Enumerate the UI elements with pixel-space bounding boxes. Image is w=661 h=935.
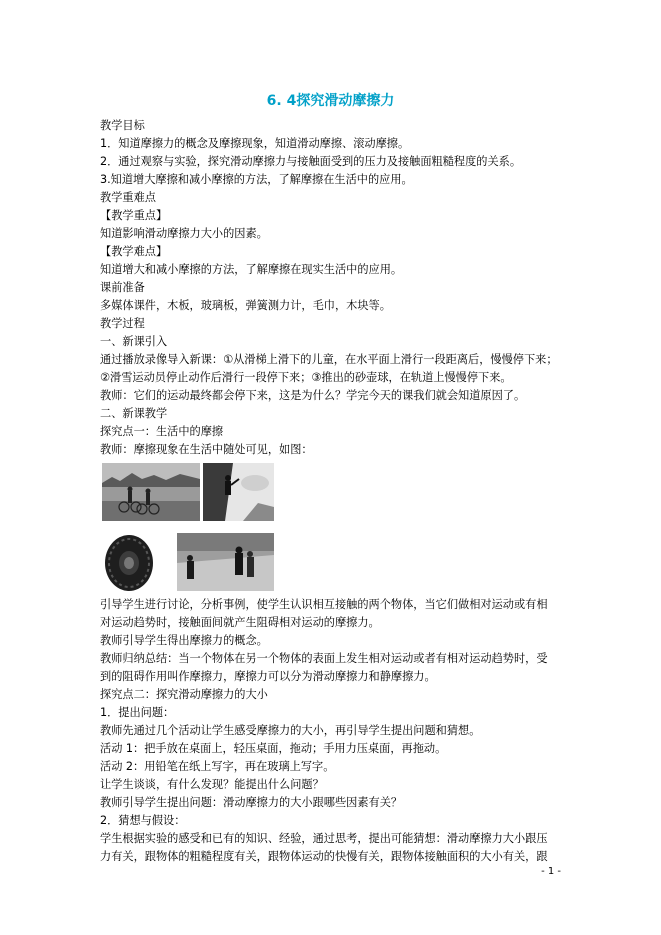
text-line: 对运动趋势时，接触面间就产生阻碍相对运动的摩擦力。	[100, 616, 380, 629]
text-line: 让学生谈谈，有什么发现？能提出什么问题？	[100, 778, 324, 791]
text-line: 教师：它们的运动最终都会停下来，这是为什么？学完今天的课我们就会知道原因了。	[100, 389, 526, 402]
page-number: - 1 -	[541, 866, 561, 877]
text-line: 课前准备	[100, 281, 145, 294]
text-line: 教师：摩擦现象在生活中随处可见，如图：	[100, 443, 313, 456]
text-line: 1．提出问题：	[100, 706, 175, 719]
text-line: 【教学重点】	[100, 209, 168, 222]
text-line: 教师引导学生得出摩擦力的概念。	[100, 634, 268, 647]
text-line: 教学过程	[100, 317, 145, 330]
text-line: 活动 1：把手放在桌面上，轻压桌面，拖动；手用力压桌面，再拖动。	[100, 742, 447, 755]
text-line: 知道影响滑动摩擦力大小的因素。	[100, 227, 268, 240]
text-line: 1．知道摩擦力的概念及摩擦现象，知道滑动摩擦、滚动摩擦。	[100, 137, 410, 150]
text-line: 二、新课教学	[100, 407, 168, 420]
text-line: 教师引导学生提出问题：滑动摩擦力的大小跟哪些因素有关？	[100, 796, 403, 809]
text-line: 一、新课引入	[100, 335, 168, 348]
text-line: 知道增大和减小摩擦的方法，了解摩擦在现实生活中的应用。	[100, 263, 403, 276]
text-line: 教学目标	[100, 119, 145, 132]
text-line: 学生根据实验的感受和已有的知识、经验，通过思考，提出可能猜想：滑动摩擦力大小跟压	[100, 832, 548, 845]
text-line: 教师归纳总结：当一个物体在另一个物体的表面上发生相对运动或者有相对运动趋势时，受	[100, 652, 548, 665]
page-title: 6. 4探究滑动摩擦力	[266, 93, 395, 109]
text-line: 【教学难点】	[100, 245, 168, 258]
text-line: 引导学生进行讨论，分析事例，使学生认识相互接触的两个物体，当它们做相对运动或有相	[100, 598, 548, 611]
text-line: 通过播放录像导入新课：①从滑梯上滑下的儿童，在水平面上滑行一段距离后，慢慢停下来；	[100, 353, 558, 366]
text-line: 3.知道增大摩擦和减小摩擦的方法，了解摩擦在生活中的应用。	[100, 173, 413, 186]
text-line: 教师先通过几个活动让学生感受摩擦力的大小，再引导学生提出问题和猜想。	[100, 724, 481, 737]
text-line: 到的阻碍作用叫作摩擦力，摩擦力可以分为滑动摩擦力和静摩擦力。	[100, 670, 436, 683]
text-line: ②滑雪运动员停止动作后滑行一段停下来；③推出的砂壶球，在轨道上慢慢停下来。	[100, 371, 512, 384]
text-line: 活动 2：用铅笔在纸上写字，再在玻璃上写字。	[100, 760, 335, 773]
text-line: 力有关，跟物体的粗糙程度有关，跟物体运动的快慢有关，跟物体接触面积的大小有关，跟	[100, 850, 548, 863]
photo-tire	[102, 533, 156, 593]
text-line: 探究点二：探究滑动摩擦力的大小	[100, 688, 268, 701]
body-text	[100, 117, 562, 866]
text-line: 2．猜想与假设：	[100, 814, 186, 827]
text-line: 教学重难点	[100, 191, 156, 204]
photo-area	[100, 459, 562, 596]
text-line: 多媒体课件，木板，玻璃板，弹簧测力计，毛巾，木块等。	[100, 299, 391, 312]
photo-cyclists	[102, 463, 200, 521]
text-line: 探究点一：生活中的摩擦	[100, 425, 224, 438]
photo-climber	[203, 463, 274, 521]
text-line: 2．通过观察与实验，探究滑动摩擦力与接触面受到的压力及接触面粗糙程度的关系。	[100, 155, 522, 168]
photo-ice-walkers	[177, 533, 274, 591]
